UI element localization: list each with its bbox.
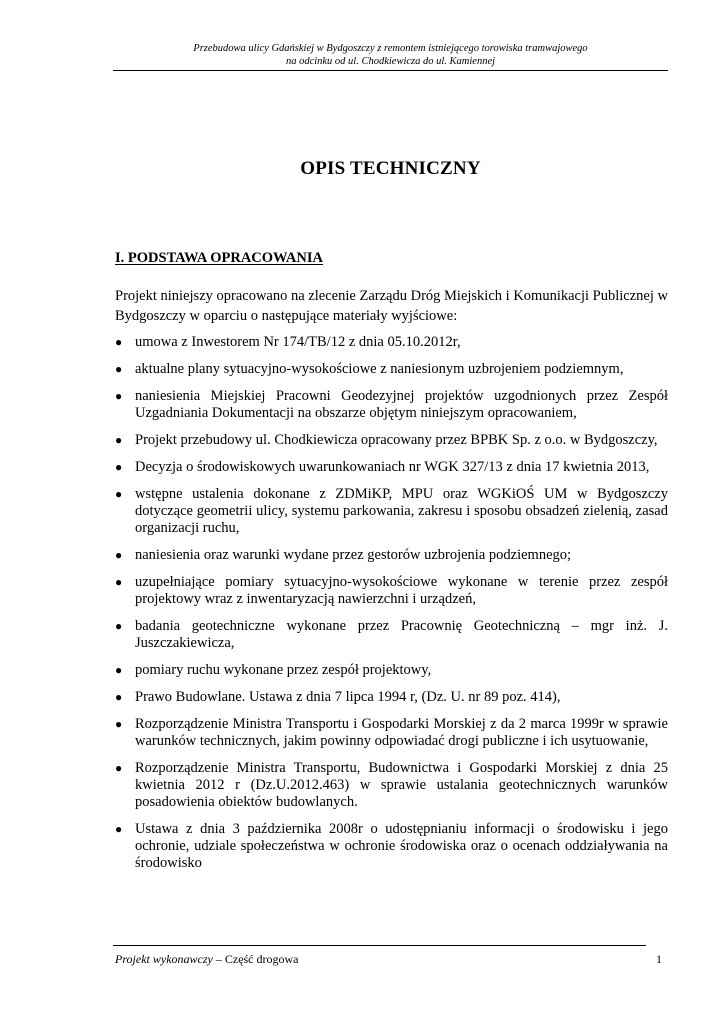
list-item-text: pomiary ruchu wykonane przez zespół projektowy, [135,662,432,678]
list-item [115,689,668,706]
footer-divider [113,945,646,946]
section-heading: I. PODSTAWA OPRACOWANIA [115,250,323,266]
bullet-icon: ● [115,433,123,447]
footer-label [115,952,299,967]
list-item-text: badania geotechniczne wykonane przez Pracownię Geotechniczną – mgr inż. J. Juszczakiewicza, [135,618,668,651]
page-number: 1 [656,952,662,966]
list-item [115,388,668,422]
bullet-icon: ● [115,548,123,562]
source-materials-list [115,334,668,882]
bullet-icon: ● [115,487,123,501]
list-item [115,618,668,652]
list-item [115,760,668,811]
bullet-icon: ● [115,717,123,731]
list-item-text: Ustawa z dnia 3 października 2008r o udostępnianiu informacji o środowisku i jego ochronie, udziale społeczeństwa w ochronie środowiska oraz o ocenach oddziaływania na środowisko [135,821,668,871]
list-item [115,459,668,476]
bullet-icon: ● [115,460,123,474]
list-item [115,821,668,872]
list-item-text: Rozporządzenie Ministra Transportu i Gospodarki Morskiej z da 2 marca 1999r w sprawie warunków technicznych, jakim powinny odpowiadać drogi publiczne i ich usytuowanie, [135,716,668,749]
running-header [113,42,668,68]
document-title: OPIS TECHNICZNY [300,158,481,179]
list-item [115,361,668,378]
footer-label-italic: Projekt wykonawczy [115,952,213,966]
list-item-text: naniesienia oraz warunki wydane przez gestorów uzbrojenia podziemnego; [135,547,572,563]
header-divider [113,70,668,71]
bullet-icon: ● [115,389,123,403]
list-item-text: aktualne plany sytuacyjno-wysokościowe z naniesionym uzbrojeniem podziemnym, [135,361,624,377]
list-item-text: Rozporządzenie Ministra Transportu, Budownictwa i Gospodarki Morskiej z dnia 25 kwietnia 2012 r (Dz.U.2012.463) w sprawie ustalania geotechnicznych warunków posadowienia obiektów budowlanych. [135,760,668,810]
list-item [115,662,668,679]
bullet-icon: ● [115,690,123,704]
list-item-text: Prawo Budowlane. Ustawa z dnia 7 lipca 1994 r, (Dz. U. nr 89 poz. 414), [135,689,561,705]
list-item-text: umowa z Inwestorem Nr 174/TB/12 z dnia 05.10.2012r, [135,334,461,350]
list-item [115,334,668,351]
list-item [115,547,668,564]
header-line-1: Przebudowa ulicy Gdańskiej w Bydgoszczy z remontem istniejącego torowiska tramwajowego [193,43,588,54]
bullet-icon: ● [115,335,123,349]
bullet-icon: ● [115,575,123,589]
list-item [115,486,668,537]
list-item [115,716,668,750]
list-item-text: Decyzja o środowiskowych uwarunkowaniach nr WGK 327/13 z dnia 17 kwietnia 2013, [135,459,650,475]
list-item [115,432,668,449]
bullet-icon: ● [115,619,123,633]
bullet-icon: ● [115,362,123,376]
bullet-icon: ● [115,822,123,836]
bullet-icon: ● [115,761,123,775]
footer-label-rest: – Część drogowa [212,952,299,966]
list-item [115,574,668,608]
bullet-icon: ● [115,663,123,677]
intro-paragraph: Projekt niniejszy opracowano na zlecenie Zarządu Dróg Miejskich i Komunikacji Publicznej w Bydgoszczy w oparciu o następujące materiały wyjściowe: [115,288,668,324]
list-item-text: wstępne ustalenia dokonane z ZDMiKP, MPU oraz WGKiOŚ UM w Bydgoszczy dotyczące geometrii ulicy, systemu parkowania, zakresu i sposobu obsadzeń zielenią, zasad organizacji ruchu, [135,486,668,536]
list-item-text: naniesienia Miejskiej Pracowni Geodezyjnej projektów uzgodnionych przez Zespół Uzgadniania Dokumentacji na obszarze objętym niniejszym opracowaniem, [135,388,668,421]
list-item-text: uzupełniające pomiary sytuacyjno-wysokościowe wykonane w terenie przez zespół projektowy wraz z inwentaryzacją nawierzchni i urządzeń, [135,574,668,607]
header-line-2: na odcinku od ul. Chodkiewicza do ul. Kamiennej [285,56,496,67]
list-item-text: Projekt przebudowy ul. Chodkiewicza opracowany przez BPBK Sp. z o.o. w Bydgoszczy, [135,432,658,448]
